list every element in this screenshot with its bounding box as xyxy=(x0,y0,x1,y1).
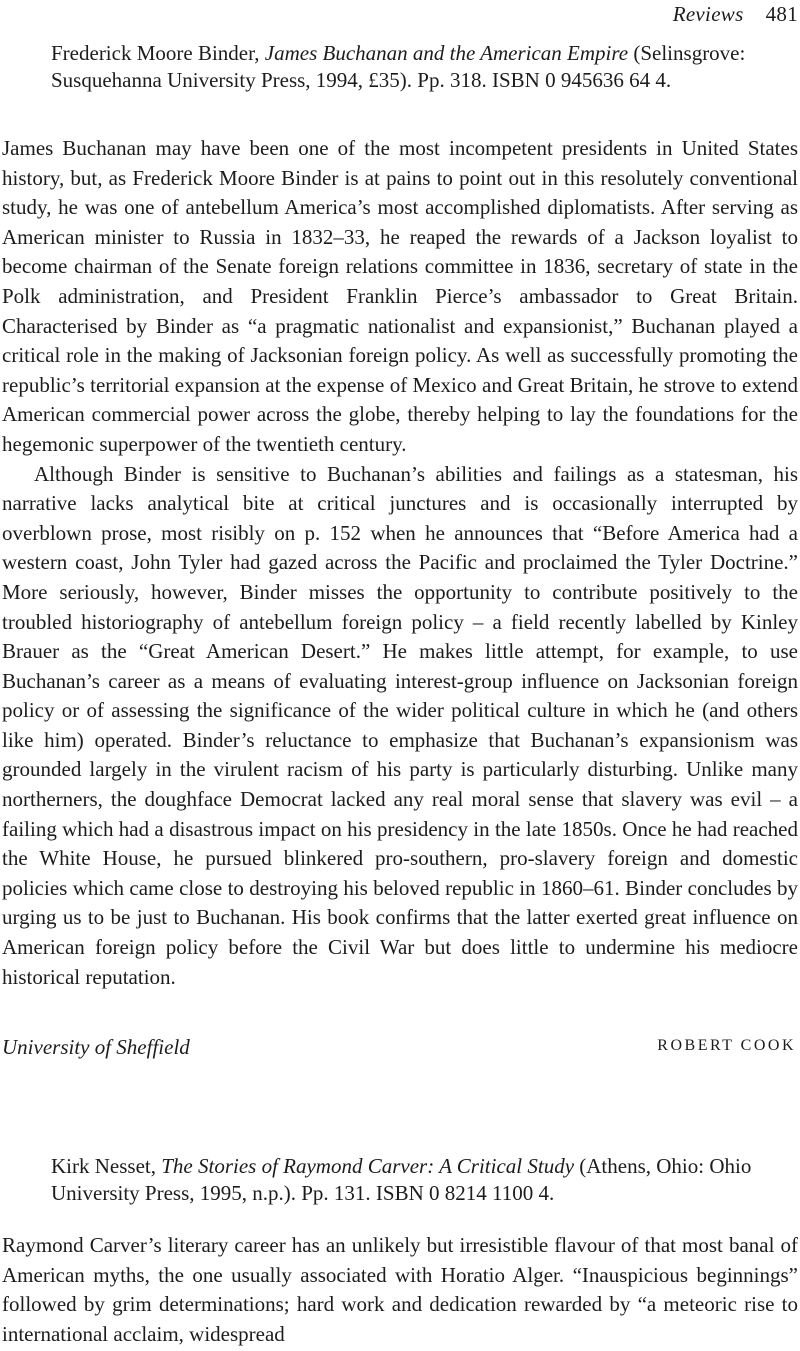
reviewer-name: ROBERT COOK xyxy=(657,1037,796,1054)
review-2-book-title: The Stories of Raymond Carver: A Critical Study xyxy=(161,1154,575,1178)
review-2-paragraph-1: Raymond Carver’s literary career has an unlikely but irresistible flavour of that most banal of American myths, the one usually associated with Horatio Alger. “Inauspicious beginnings” followed by grim determinations; hard work and dedication rewarded by “a meteoric rise to international acclaim, widespread xyxy=(2,1233,798,1346)
review-1-book-title: James Buchanan and the American Empire xyxy=(264,41,629,65)
review-2-body xyxy=(2,1231,798,1349)
review-1-book-author: Frederick Moore Binder, xyxy=(51,41,260,65)
review-1-signoff xyxy=(2,1035,798,1060)
review-1-body xyxy=(2,134,798,992)
page-number: 481 xyxy=(765,2,798,26)
review-2-book-details: (Athens, Ohio: Ohio University Press, 1995, n.p.). Pp. 131. ISBN 0 8214 1100 4. xyxy=(51,1154,752,1205)
review-1-paragraph-2: Although Binder is sensitive to Buchanan’s abilities and failings as a statesman, his narrative lacks analytical bite at critical junctures and is occasionally interrupted by overblown prose, most risibly on p. 152 when he announces that “Before America had a western coast, John Tyler had gazed across the Pacific and proclaimed the Tyler Doctrine.” More seriously, however, Binder misses the opportunity to contribute positively to the troubled historiography of antebellum foreign policy – a field recently labelled by Kinley Brauer as the “Great American Desert.” He makes little attempt, for example, to use Buchanan’s career as a means of evaluating interest-group influence on Jacksonian foreign policy or of assessing the significance of the wider political culture in which he (and others like him) operated. Binder’s reluctance to emphasize that Buchanan’s expansionism was grounded largely in the virulent racism of his party is particularly disturbing. Unlike many northerners, the doughface Democrat lacked any real moral sense that slavery was evil – a failing which had a disastrous impact on his presidency in the late 1850s. Once he had reached the White House, he pursued blinkered pro-southern, pro-slavery foreign and domestic policies which came close to destroying his beloved republic in 1860–61. Binder concludes by urging us to be just to Buchanan. His book confirms that the latter exerted great influence on American foreign policy before the Civil War but does little to undermine his mediocre historical reputation. xyxy=(2,461,798,989)
reviewer-institution: University of Sheffield xyxy=(2,1035,190,1059)
review-2-book-author: Kirk Nesset, xyxy=(51,1154,156,1178)
running-head xyxy=(673,2,798,27)
review-1-citation xyxy=(51,40,797,94)
review-1-book-details: (Selinsgrove: Susquehanna University Press, 1994, £35). Pp. 318. ISBN 0 945636 64 4. xyxy=(51,41,746,92)
review-2-citation xyxy=(51,1153,797,1207)
running-head-section: Reviews xyxy=(672,2,744,26)
review-1-paragraph-1: James Buchanan may have been one of the most incompetent presidents in United States history, but, as Frederick Moore Binder is at pains to point out in this resolutely conventional study, he was one of antebellum America’s most accomplished diplomatists. After serving as American minister to Russia in 1832–33, he reaped the rewards of a Jackson loyalist to become chairman of the Senate foreign relations committee in 1836, secretary of state in the Polk administration, and President Franklin Pierce’s ambassador to Great Britain. Characterised by Binder as “a pragmatic nationalist and expansionist,” Buchanan played a critical role in the making of Jacksonian foreign policy. As well as successfully promoting the republic’s territorial expansion at the expense of Mexico and Great Britain, he strove to extend American commercial power across the globe, thereby helping to lay the foundations for the hegemonic superpower of the twentieth century. xyxy=(2,136,798,456)
